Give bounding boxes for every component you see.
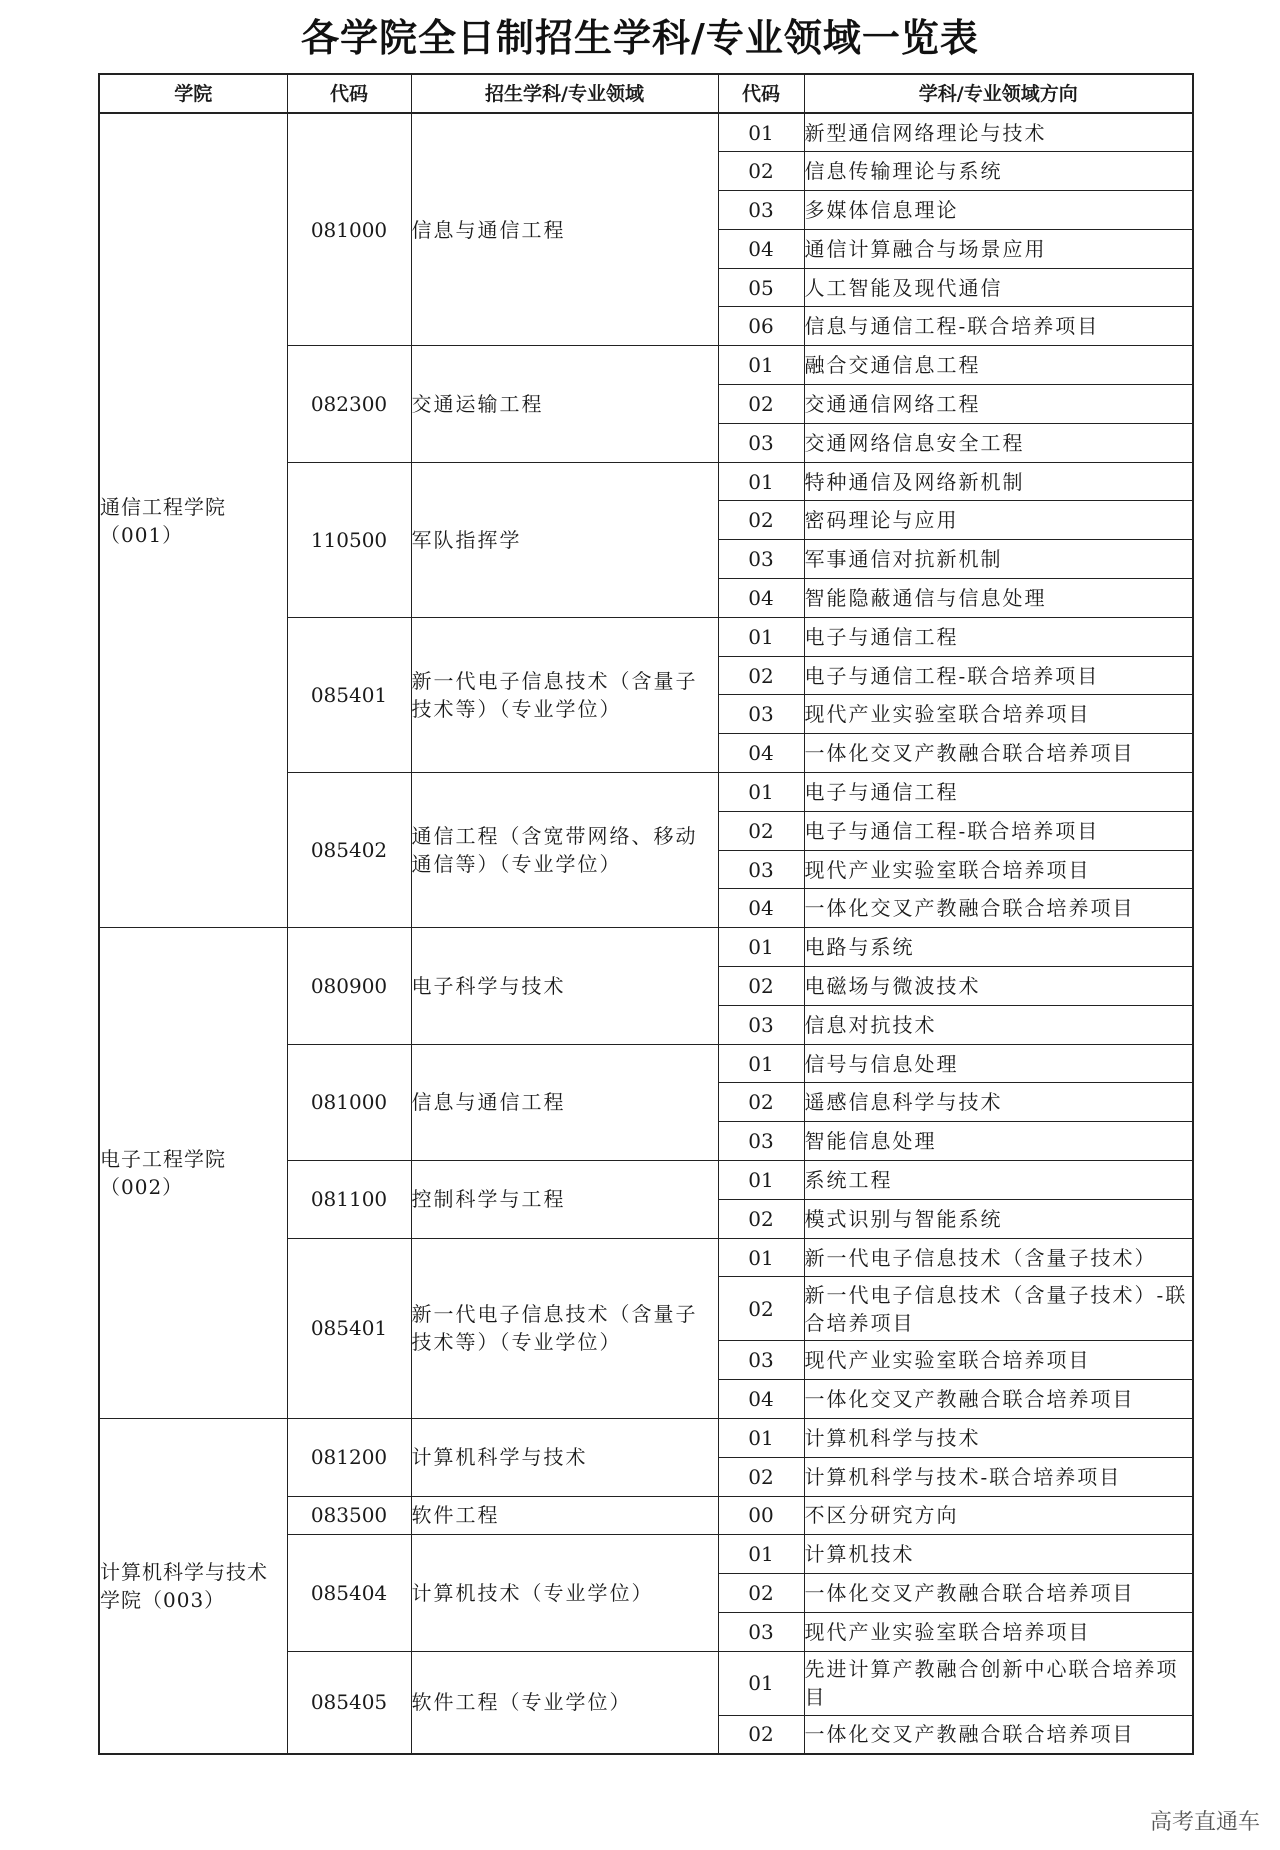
direction-code-cell: 05	[718, 268, 804, 307]
subject-code-cell: 082300	[287, 346, 411, 462]
direction-code-cell: 01	[718, 1535, 804, 1574]
direction-name-cell: 通信计算融合与场景应用	[804, 229, 1193, 268]
header-subject-code: 代码	[287, 74, 411, 113]
direction-code-cell: 01	[718, 462, 804, 501]
direction-name-cell: 模式识别与智能系统	[804, 1199, 1193, 1238]
direction-code-cell: 02	[718, 1715, 804, 1754]
subject-code-cell: 080900	[287, 928, 411, 1044]
direction-name-cell: 计算机科学与技术-联合培养项目	[804, 1457, 1193, 1496]
direction-code-cell: 02	[718, 1574, 804, 1613]
direction-code-cell: 03	[718, 423, 804, 462]
direction-name-cell: 新一代电子信息技术（含量子技术）-联合培养项目	[804, 1277, 1193, 1341]
direction-code-cell: 01	[718, 928, 804, 967]
direction-code-cell: 03	[718, 850, 804, 889]
subject-code-cell: 081000	[287, 113, 411, 346]
subject-name-cell: 通信工程（含宽带网络、移动通信等）（专业学位）	[411, 773, 718, 928]
direction-name-cell: 系统工程	[804, 1161, 1193, 1200]
direction-name-cell: 多媒体信息理论	[804, 191, 1193, 230]
direction-code-cell: 06	[718, 307, 804, 346]
direction-code-cell: 02	[718, 1277, 804, 1341]
direction-code-cell: 04	[718, 889, 804, 928]
direction-code-cell: 02	[718, 811, 804, 850]
subject-name-cell: 交通运输工程	[411, 346, 718, 462]
direction-name-cell: 一体化交叉产教融合联合培养项目	[804, 1715, 1193, 1754]
subject-name-cell: 军队指挥学	[411, 462, 718, 617]
header-subject: 招生学科/专业领域	[411, 74, 718, 113]
direction-code-cell: 01	[718, 346, 804, 385]
direction-code-cell: 01	[718, 113, 804, 152]
direction-code-cell: 03	[718, 1122, 804, 1161]
subject-code-cell: 081100	[287, 1161, 411, 1239]
subject-name-cell: 电子科学与技术	[411, 928, 718, 1044]
direction-code-cell: 00	[718, 1496, 804, 1535]
direction-name-cell: 电子与通信工程-联合培养项目	[804, 656, 1193, 695]
direction-code-cell: 03	[718, 1612, 804, 1651]
direction-code-cell: 03	[718, 695, 804, 734]
footer-brand-watermark: 高考直通车	[1149, 1810, 1260, 1835]
table-row	[99, 1419, 1193, 1458]
college-cell: 电子工程学院（002）	[99, 928, 287, 1419]
college-cell: 通信工程学院（001）	[99, 113, 287, 928]
direction-code-cell: 04	[718, 579, 804, 618]
subject-name-cell: 计算机技术（专业学位）	[411, 1535, 718, 1651]
subject-name-cell: 软件工程（专业学位）	[411, 1651, 718, 1754]
subject-code-cell: 085404	[287, 1535, 411, 1651]
header-direction: 学科/专业领域方向	[804, 74, 1193, 113]
subject-name-cell: 软件工程	[411, 1496, 718, 1535]
direction-name-cell: 融合交通信息工程	[804, 346, 1193, 385]
direction-name-cell: 现代产业实验室联合培养项目	[804, 1612, 1193, 1651]
table-header-row	[99, 74, 1193, 113]
direction-code-cell: 01	[718, 1161, 804, 1200]
college-cell: 计算机科学与技术学院（003）	[99, 1419, 287, 1755]
subject-name-cell: 信息与通信工程	[411, 1044, 718, 1160]
direction-name-cell: 智能隐蔽通信与信息处理	[804, 579, 1193, 618]
table-row	[99, 113, 1193, 152]
direction-name-cell: 现代产业实验室联合培养项目	[804, 1341, 1193, 1380]
direction-code-cell: 02	[718, 967, 804, 1006]
direction-code-cell: 01	[718, 1044, 804, 1083]
direction-code-cell: 02	[718, 152, 804, 191]
subject-name-cell: 信息与通信工程	[411, 113, 718, 346]
direction-code-cell: 04	[718, 734, 804, 773]
direction-name-cell: 密码理论与应用	[804, 501, 1193, 540]
subject-name-cell: 计算机科学与技术	[411, 1419, 718, 1497]
direction-code-cell: 03	[718, 191, 804, 230]
direction-name-cell: 一体化交叉产教融合联合培养项目	[804, 1574, 1193, 1613]
subject-name-cell: 控制科学与工程	[411, 1161, 718, 1239]
subject-code-cell: 085401	[287, 617, 411, 772]
direction-name-cell: 一体化交叉产教融合联合培养项目	[804, 734, 1193, 773]
direction-name-cell: 现代产业实验室联合培养项目	[804, 850, 1193, 889]
subject-name-cell: 新一代电子信息技术（含量子技术等）（专业学位）	[411, 1238, 718, 1418]
header-direction-code: 代码	[718, 74, 804, 113]
enrollment-table	[98, 73, 1194, 1755]
direction-code-cell: 01	[718, 1419, 804, 1458]
direction-name-cell: 新一代电子信息技术（含量子技术）	[804, 1238, 1193, 1277]
direction-code-cell: 02	[718, 656, 804, 695]
direction-name-cell: 信息传输理论与系统	[804, 152, 1193, 191]
direction-name-cell: 电磁场与微波技术	[804, 967, 1193, 1006]
subject-code-cell: 081000	[287, 1044, 411, 1160]
direction-code-cell: 01	[718, 1238, 804, 1277]
direction-code-cell: 03	[718, 1341, 804, 1380]
subject-code-cell: 081200	[287, 1419, 411, 1497]
direction-code-cell: 01	[718, 1651, 804, 1715]
direction-code-cell: 03	[718, 540, 804, 579]
direction-name-cell: 军事通信对抗新机制	[804, 540, 1193, 579]
subject-code-cell: 085405	[287, 1651, 411, 1754]
direction-code-cell: 02	[718, 501, 804, 540]
subject-name-cell: 新一代电子信息技术（含量子技术等）（专业学位）	[411, 617, 718, 772]
direction-name-cell: 电子与通信工程	[804, 773, 1193, 812]
direction-code-cell: 03	[718, 1005, 804, 1044]
direction-name-cell: 特种通信及网络新机制	[804, 462, 1193, 501]
direction-code-cell: 04	[718, 229, 804, 268]
direction-code-cell: 02	[718, 1083, 804, 1122]
header-college: 学院	[99, 74, 287, 113]
direction-name-cell: 现代产业实验室联合培养项目	[804, 695, 1193, 734]
page-title: 各学院全日制招生学科/专业领域一览表	[301, 16, 979, 60]
direction-name-cell: 信号与信息处理	[804, 1044, 1193, 1083]
direction-name-cell: 一体化交叉产教融合联合培养项目	[804, 1380, 1193, 1419]
direction-code-cell: 02	[718, 1199, 804, 1238]
direction-name-cell: 新型通信网络理论与技术	[804, 113, 1193, 152]
direction-name-cell: 计算机技术	[804, 1535, 1193, 1574]
direction-name-cell: 电子与通信工程-联合培养项目	[804, 811, 1193, 850]
direction-code-cell: 02	[718, 1457, 804, 1496]
subject-code-cell: 085401	[287, 1238, 411, 1418]
direction-name-cell: 遥感信息科学与技术	[804, 1083, 1193, 1122]
direction-name-cell: 电路与系统	[804, 928, 1193, 967]
direction-name-cell: 信息与通信工程-联合培养项目	[804, 307, 1193, 346]
direction-name-cell: 一体化交叉产教融合联合培养项目	[804, 889, 1193, 928]
table-body	[99, 113, 1193, 1754]
direction-name-cell: 交通网络信息安全工程	[804, 423, 1193, 462]
direction-name-cell: 先进计算产教融合创新中心联合培养项目	[804, 1651, 1193, 1715]
direction-name-cell: 不区分研究方向	[804, 1496, 1193, 1535]
subject-code-cell: 110500	[287, 462, 411, 617]
direction-name-cell: 交通通信网络工程	[804, 385, 1193, 424]
direction-code-cell: 01	[718, 617, 804, 656]
subject-code-cell: 083500	[287, 1496, 411, 1535]
direction-code-cell: 02	[718, 385, 804, 424]
direction-name-cell: 人工智能及现代通信	[804, 268, 1193, 307]
direction-name-cell: 智能信息处理	[804, 1122, 1193, 1161]
subject-code-cell: 085402	[287, 773, 411, 928]
direction-code-cell: 01	[718, 773, 804, 812]
direction-name-cell: 计算机科学与技术	[804, 1419, 1193, 1458]
direction-code-cell: 04	[718, 1380, 804, 1419]
direction-name-cell: 电子与通信工程	[804, 617, 1193, 656]
table-row	[99, 928, 1193, 967]
direction-name-cell: 信息对抗技术	[804, 1005, 1193, 1044]
